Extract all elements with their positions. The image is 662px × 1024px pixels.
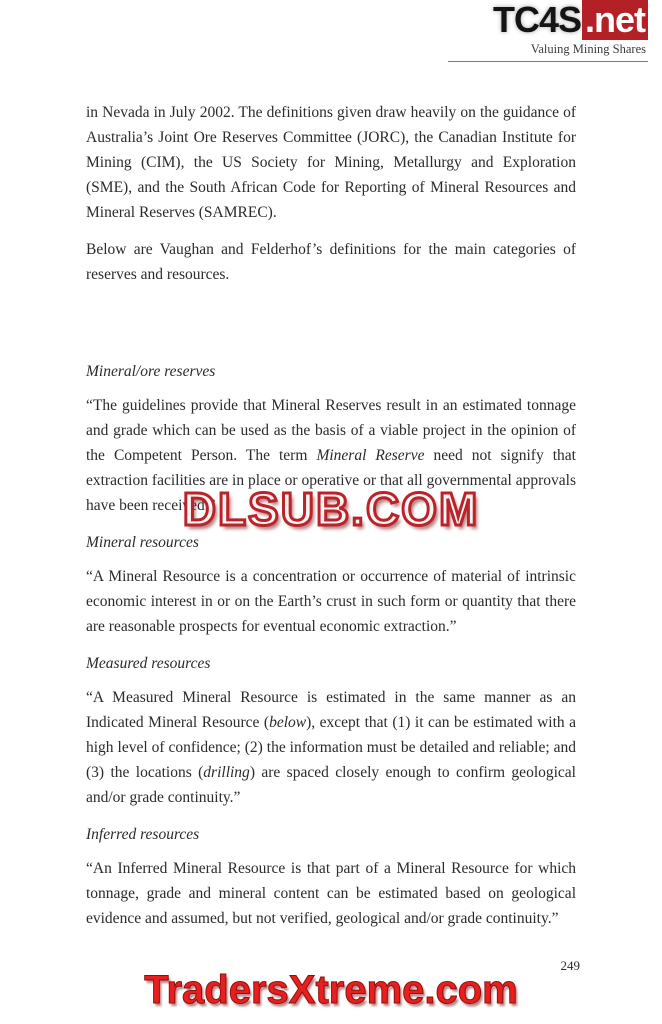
text-run: ), except that (1) it can be estimated with a high level of confidence; (2) the information must be detailed and reliable; and (3) the locations ( <box>86 714 577 781</box>
section-heading: Mineral/ore reserves <box>86 363 216 380</box>
text-run: in Nevada in July 2002. The definitions given draw heavily on the guidance of Australia’s Joint Ore Reserves Committee (JORC), the Canadian Institute for Mining (CIM), the US Society for Mining, Metallurgy and Exploration (SME), and the South African Code for Reporting of Mineral Resources and Mineral Reserves (SAMREC). <box>86 104 576 221</box>
italic-text-run: Mineral Reserve <box>316 447 425 464</box>
paragraph <box>86 393 576 518</box>
section-gap <box>86 299 576 349</box>
site-logo <box>448 0 648 40</box>
page-content <box>86 100 576 943</box>
text-run: “A Mineral Resource is a concentration or occurrence of material of intrinsic economic interest in or on the Earth’s crust in such form or quantity that there are reasonable prospects for eventual economic extraction.” <box>86 568 576 635</box>
watermark-bottom: TradersXtreme.com <box>144 968 518 1012</box>
section-heading: Inferred resources <box>86 826 200 843</box>
paragraph <box>86 564 576 639</box>
text-run: “An Inferred Mineral Resource is that part of a Mineral Resource for which tonnage, grade and mineral content can be estimated based on geological evidence and assumed, but not verified, geological and/or grade continuity.” <box>86 860 576 927</box>
paragraph <box>86 237 576 287</box>
page-header <box>448 0 648 62</box>
section-heading: Measured resources <box>86 655 211 672</box>
text-run: “The guidelines provide that Mineral Reserves result in an estimated tonnage and grade which can be used as the basis of a viable project in the opinion of the Competent Person. The term <box>86 397 576 464</box>
logo-text-main: TC4S <box>492 0 581 40</box>
text-run: Below are Vaughan and Felderhof’s definitions for the main categories of reserves and resources. <box>86 241 576 283</box>
paragraph <box>86 100 576 225</box>
section-heading: Mineral resources <box>86 534 199 551</box>
italic-text-run: drilling <box>203 764 250 781</box>
text-run: need not signify that extraction facilities are in place or operative or that all governmental approvals have been received.” <box>86 447 576 514</box>
text-run: ) are spaced closely enough to confirm geological and/or grade continuity.” <box>86 764 576 806</box>
paragraph <box>86 856 576 931</box>
watermark-center: DLSUB.COM <box>182 483 480 535</box>
italic-text-run: below <box>269 714 307 731</box>
logo-text-suffix: .net <box>582 0 648 40</box>
text-run: “A Measured Mineral Resource is estimated in the same manner as an Indicated Mineral Resource ( <box>86 689 576 731</box>
paragraph <box>86 685 576 810</box>
running-title: Valuing Mining Shares <box>448 40 648 62</box>
page-number: 249 <box>560 958 580 973</box>
